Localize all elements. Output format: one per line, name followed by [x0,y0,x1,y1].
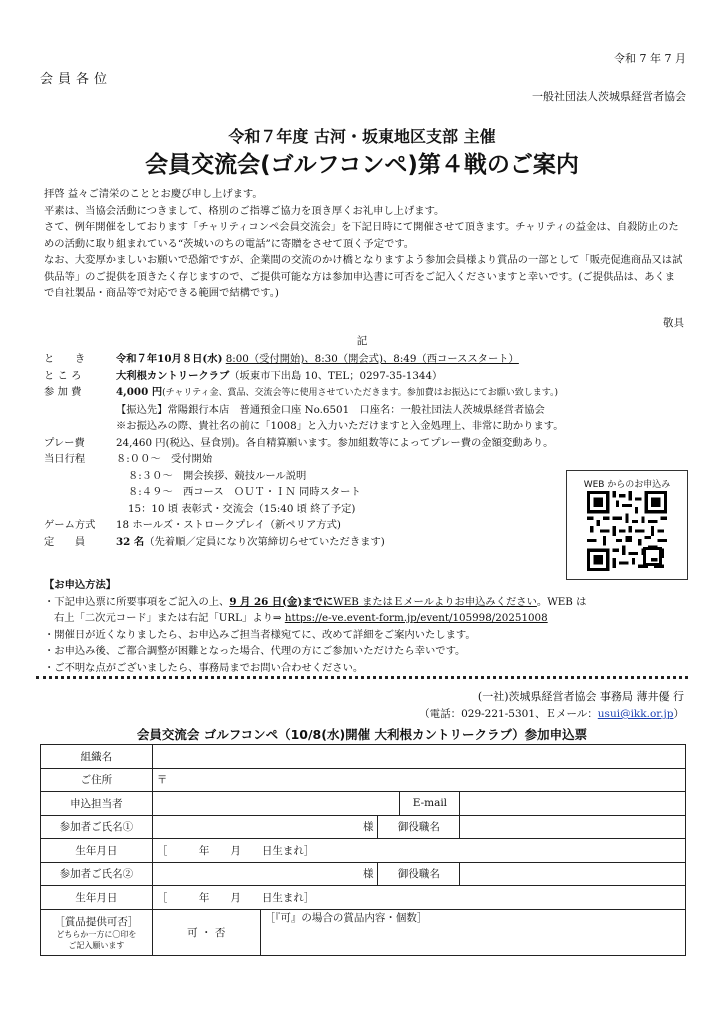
detail-label: と き [44,353,86,365]
application-text: 右上「二次元コード」または右記「URL」より⇒ [54,612,285,624]
application-method [44,577,694,676]
form-row-dob1 [41,839,686,863]
schedule-item: ８:００～ 受付開始 [116,453,213,465]
play-fee: 24,460 円(税込、昼食別)。各自精算願います。参加組数等によってプレー費の金額変動あり。 [116,436,554,449]
form-label: E-mail [400,792,460,816]
schedule-item: ８:４９～ 西コース ＯＵＴ・ＩＮ 同時スタート [128,486,361,498]
form-label: 申込担当者 [41,792,153,816]
greeting: 拝啓 益々ご清栄のこととお慶び申し上げます。 [44,188,263,200]
schedule-item: ８:３０～ 開会挨拶、競技ルール説明 [128,469,307,482]
game-format: 18 ホールズ・ストロークプレイ（新ペリア方式) [116,519,341,531]
org-name-field[interactable] [152,745,685,769]
qr-code-icon[interactable] [587,491,667,571]
closing-regards: 敬具 [663,317,684,329]
prize-note: ご記入願います [68,940,125,950]
fee-note: (チャリティ金、賞品、交流会等に使用させていただきます。参加費はお振込にてお願い致します。) [162,388,559,398]
event-date: 令和７年10月８日(水) [116,353,223,365]
contact-person: (一社)茨城県経営者協会 事務局 薄井優 行 [477,690,684,703]
honorific: 様 [362,868,374,881]
bank-note: ※お振込みの際、貴社名の前に「1008」と入力いただけますと入金処理上、非常に助かります。 [116,420,564,432]
honorific: 様 [362,821,374,834]
issue-date: 令和 7 年 7 月 [614,52,686,65]
form-row-org [41,745,686,769]
form-label: 生年月日 [41,886,153,910]
application-note: ・ご不明な点がございましたら、事務局までお問い合わせください。 [44,661,364,674]
detail-label: ゲーム方式 [44,519,96,531]
addressee: 会員各位 [40,72,113,87]
body-paragraph: なお、大変厚かましいお願いで恐縮ですが、企業間の交流のかけ橋となりますよう参加会員様より賞品の一部として「販売促進商品又は試供品等」のご提供を頂きたく存じますので、ご提供可能な方は参加申込書に可否をご記入くださいますと幸いです。(ご提供品は、あくまで自社製品・商品等で対応できる範囲で結構です。) [44,254,683,299]
detail-label: 参 加 費 [44,386,82,398]
venue-detail: （坂東市下出島 10、TEL；0297-35-1344） [229,369,443,382]
letter-body [44,186,684,302]
bank-info: 【振込先】常陽銀行本店 普通預金口座 No.6501 口座名：一般社団法人茨城県経営者協会 [116,403,545,416]
form-row-dob2 [41,886,686,910]
contact-details [419,706,684,721]
dob1-field[interactable]: ［ 年 月 日生まれ］ [152,839,685,863]
form-label: 組織名 [41,745,153,769]
contact-person-field[interactable] [152,792,400,816]
contact-phone: （電話：029-221-5301、Ｅメール： [419,708,598,720]
detail-row-schedule [44,451,694,468]
capacity-note: （先着順／定員になり次第締切らせていただきます) [144,535,385,548]
form-label: 生年月日 [41,839,153,863]
dob2-field[interactable]: ［ 年 月 日生まれ］ [152,886,685,910]
prize-note: どちらか一方に〇印を [56,929,137,939]
form-row-contact [41,792,686,816]
schedule-item: 15：10 頃 表彰式・交流会（15:40 頃 終了予定) [128,502,356,515]
registration-link[interactable]: https://e-ve.event-form.jp/event/105998/20251008 [284,612,548,624]
participant1-title-field[interactable] [460,815,686,839]
ki-heading: 記 [356,335,368,347]
form-row-participant1 [41,815,686,839]
detail-label: 当日行程 [44,453,86,465]
form-label: ご住所 [41,768,153,792]
qr-label: WEB からのお申込み [583,480,671,490]
form-label: 参加者ご氏名② [41,862,153,886]
event-time: 8:00（受付開始)、8:30（開会式)、8:49（西コーススタート） [225,353,519,365]
email-field[interactable] [460,792,686,816]
detail-row-play [44,435,694,452]
application-note: ・お申込み後、ご都合調整が困難となった場合、代理の方にご参加いただけたら幸いです。 [44,645,466,657]
application-form [40,744,686,956]
application-heading: 【お申込方法】 [44,579,117,591]
form-row-participant2 [41,862,686,886]
venue-name: 大利根カントリークラブ [116,369,230,382]
event-title: 会員交流会(ゴルフコンペ)第４戦のご案内 [145,152,579,178]
fee-value: 4,000 円 [116,386,163,398]
address-field[interactable] [152,768,685,792]
form-label: 御役職名 [378,815,460,839]
dotted-separator [36,676,688,679]
form-label: 参加者ご氏名① [41,815,153,839]
apply-instruction: WEB またはＥメールよりお申込みください [333,595,537,608]
form-title: 会員交流会 ゴルフコンペ（10/8(水)開催 大利根カントリークラブ）参加申込票 [136,727,588,742]
detail-row-where [44,368,694,385]
prize-detail-field[interactable] [260,909,685,955]
detail-label: プレー費 [44,436,85,449]
form-label: ［賞品提供可否］ [54,915,139,928]
participant2-name-field[interactable] [152,862,378,886]
postal-mark: 〒 [156,774,168,787]
application-note: ・開催日が近くなりましたら、お申込みご担当者様宛てに、改めて詳細をご案内いたします。 [44,628,476,641]
sender-organization: 一般社団法人茨城県経営者協会 [532,90,686,103]
form-row-prize [41,909,686,955]
form-row-address [41,768,686,792]
body-paragraph: さて、例年開催をしております「チャリティコンペ会員交流会」を下記日時にて開催させて頂きます。チャリティの益金は、自殺防止のための活動に取り組まれている“茨城いのちの電話”に寄贈をさせて頂く予定です。 [44,221,679,250]
contact-close: ） [673,708,684,720]
detail-label: 定 員 [44,535,86,548]
participant1-name-field[interactable] [152,815,378,839]
prize-choice-field[interactable]: 可 ・ 否 [152,909,260,955]
detail-row-when [44,351,694,368]
form-label: 御役職名 [378,862,460,886]
qr-panel [566,470,688,580]
capacity-number: 32 名 [116,535,145,548]
event-subtitle: 令和７年度 古河・坂東地区支部 主催 [228,127,496,146]
contact-email-link[interactable]: usui@ikk.or.jp [597,708,674,720]
deadline: 9 月 26 日(金)までに [229,595,334,608]
detail-label: と こ ろ [44,369,82,382]
prize-label-cell [41,909,153,955]
prize-detail-label: ［『可』の場合の賞品内容・個数］ [264,911,428,924]
participant2-title-field[interactable] [460,862,686,886]
body-paragraph: 平素は、当協会活動につきまして、格別のご指導ご協力を頂き厚くお礼申し上げます。 [44,204,445,217]
application-text: ・下記申込票に所要事項をご記入の上、 [44,595,230,608]
application-text: 。WEB は [536,595,587,608]
detail-row-fee [44,384,694,402]
